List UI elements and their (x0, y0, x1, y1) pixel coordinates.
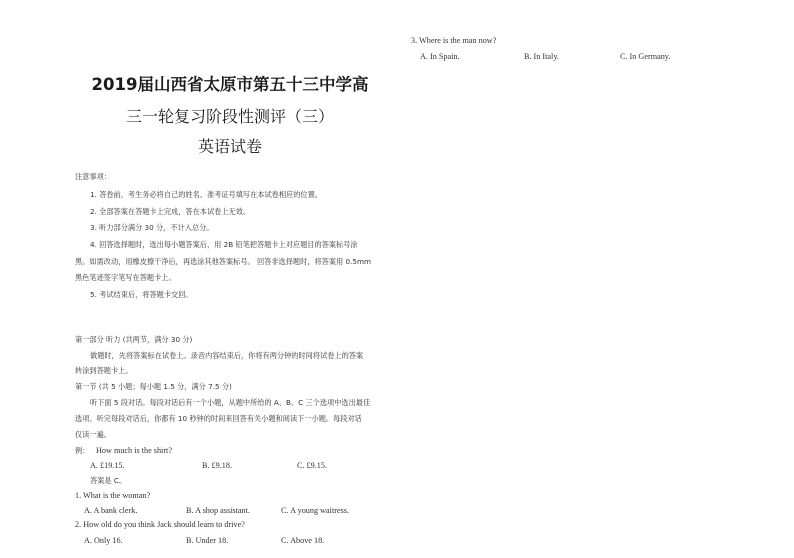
question-2-option-c: C. Above 18. (281, 536, 325, 545)
part1-heading: 第一部分 听力 (共两节，满分 30 分) (75, 335, 193, 344)
question-1-text: 1. What is the woman? (75, 491, 151, 500)
question-3-option-a: A. In Spain. (420, 52, 460, 61)
section1-heading: 第一节 (共 5 小题；每小题 1.5 分，满分 7.5 分) (75, 382, 232, 391)
question-1-option-c: C. A young waitress. (281, 506, 350, 515)
notice-item-1: 1. 答卷前，考生务必将自己的姓名、准考证号填写在本试卷相应的位置。 (90, 190, 322, 199)
example-question: How much is the shirt? (96, 446, 172, 455)
question-2-option-a: A. Only 16. (84, 536, 123, 545)
example-answer: 答案是 C。 (90, 476, 127, 485)
question-3-option-b: B. In Italy. (524, 52, 559, 61)
notice-item-5: 5. 考试结束后，将答题卡交回。 (90, 290, 193, 299)
example-option-a: A. £19.15. (90, 461, 125, 470)
notice-heading: 注意事项： (75, 172, 111, 181)
notice-item-4-cont2: 黑色笔迹签字笔写在答题卡上。 (75, 273, 176, 282)
question-3-text: 3. Where is the man now? (411, 36, 497, 45)
example-option-b: B. £9.18. (202, 461, 233, 470)
example-option-c: C. £9.15. (297, 461, 328, 470)
question-2-text: 2. How old do you think Jack should learn to drive? (75, 520, 245, 529)
title-line-2: 三一轮复习阶段性测评（三） (125, 107, 334, 126)
section1-instr-3: 仅读一遍。 (75, 430, 111, 439)
title-line-1: 2019届山西省太原市第五十三中学高 (91, 75, 369, 94)
section1-instr-1: 听下面 5 段对话。每段对话后有一个小题，从题中所给的 A、B、C 三个选项中选出最佳 (90, 398, 371, 407)
section1-instr-2: 选项。听完每段对话后，你都有 10 秒钟的时间来回答有关小题和阅读下一小题。每段对话 (75, 414, 362, 423)
notice-item-3: 3. 听力部分满分 30 分，不计入总分。 (90, 223, 214, 232)
question-3-option-c: C. In Germany. (620, 52, 671, 61)
title-line-3: 英语试卷 (197, 137, 262, 156)
question-1-option-a: A. A bank clerk. (84, 506, 138, 515)
part1-intro-2: 转涂到答题卡上。 (75, 366, 133, 375)
notice-item-2: 2. 全部答案在答题卡上完成，答在本试卷上无效。 (90, 207, 251, 216)
notice-item-4-cont: 黑。如需改动，用橡皮擦干净后，再选涂其他答案标号。 回答非选择题时，将答案用 0.5mm (75, 257, 371, 266)
example-label: 例： (75, 446, 90, 455)
question-1-option-b: B. A shop assistant. (186, 506, 250, 515)
question-2-option-b: B. Under 18. (186, 536, 229, 545)
part1-intro-1: 做题时，先将答案标在试卷上。录音内容结束后，你将有两分钟的时间将试卷上的答案 (90, 351, 364, 360)
notice-item-4: 4. 回答选择题时，选出每小题答案后，用 2B 铅笔把答题卡上对应题目的答案标号涂 (90, 240, 358, 249)
